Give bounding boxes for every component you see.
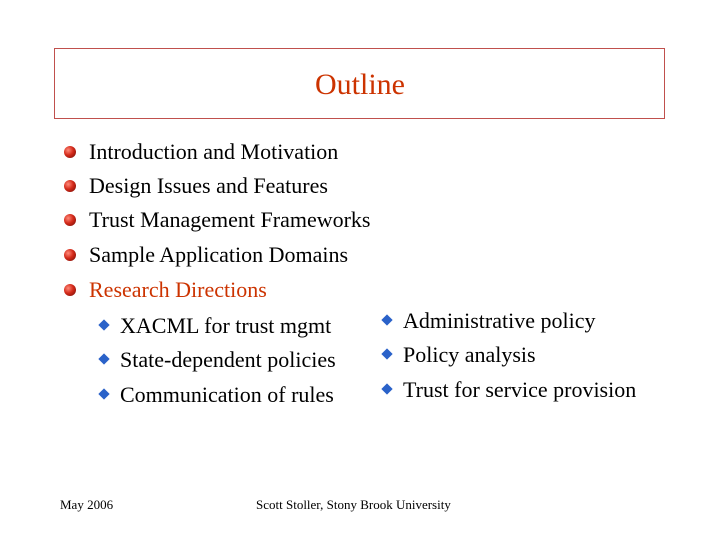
footer-author: Scott Stoller, Stony Brook University [256,497,451,512]
slide-title: Outline [315,68,405,101]
outline-item-research: Research Directions [89,277,267,302]
blue-diamond-bullet-icon [98,388,109,399]
blue-diamond-bullet-icon [98,319,109,330]
blue-diamond-bullet-icon [98,353,109,364]
outline-item-frameworks: Trust Management Frameworks [89,207,371,232]
sub-item-administrative: Administrative policy [403,308,596,333]
red-ball-bullet-icon [64,214,76,226]
sub-item-xacml: XACML for trust mgmt [120,313,332,338]
sub-item-service-provision: Trust for service provision [403,377,637,402]
sub-item-state-dependent: State-dependent policies [120,347,336,372]
red-ball-bullet-icon [64,180,76,192]
blue-diamond-bullet-icon [381,383,392,394]
red-ball-bullet-icon [64,146,76,158]
red-ball-bullet-icon [64,284,76,296]
outline-item-domains: Sample Application Domains [89,242,349,267]
outline-item-design: Design Issues and Features [89,173,328,198]
sub-item-policy-analysis: Policy analysis [403,342,536,367]
red-ball-bullet-icon [64,249,76,261]
blue-diamond-bullet-icon [381,348,392,359]
blue-diamond-bullet-icon [381,314,392,325]
outline-item-introduction: Introduction and Motivation [89,139,339,164]
footer-date: May 2006 [60,497,114,512]
sub-item-communication: Communication of rules [120,382,334,407]
